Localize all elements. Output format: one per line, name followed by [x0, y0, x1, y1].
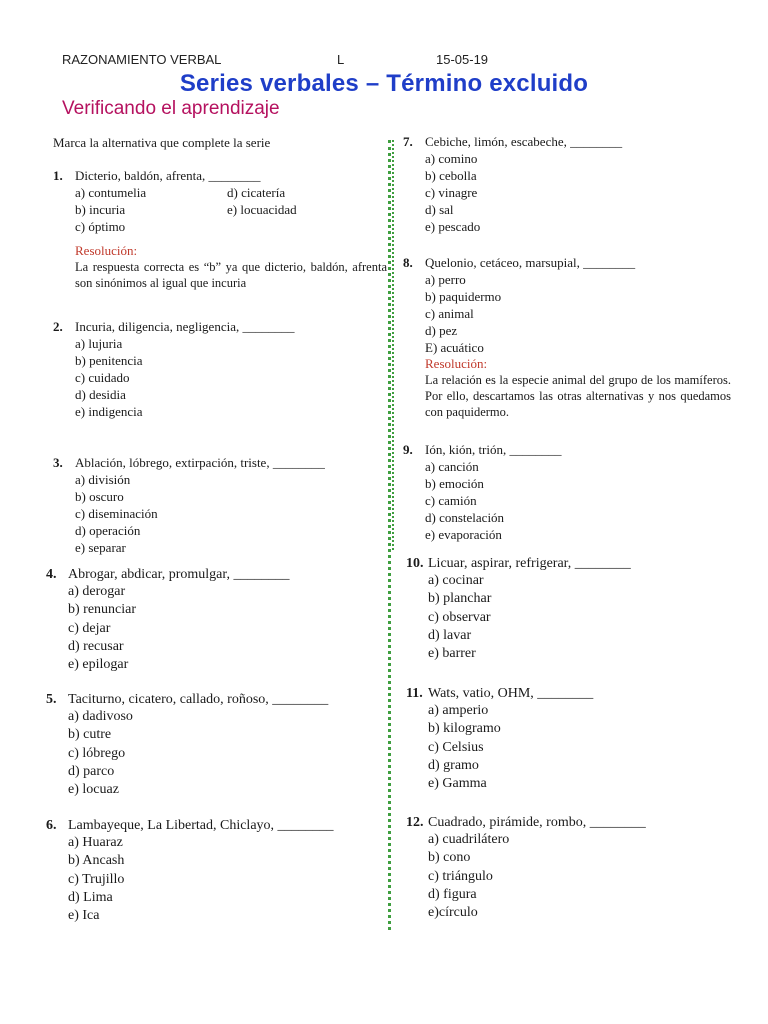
- question-text: Abrogar, abdicar, promulgar, ________: [68, 567, 290, 582]
- option: d) pez: [425, 323, 458, 338]
- option: b) planchar: [428, 591, 492, 607]
- option: c) animal: [425, 306, 474, 321]
- option: b) emoción: [425, 476, 484, 491]
- question-number: 9.: [403, 442, 413, 457]
- section-letter: L: [337, 52, 345, 67]
- option: a) perro: [425, 272, 466, 287]
- header-date: 15-05-19: [436, 52, 489, 67]
- option: b) penitencia: [75, 353, 143, 368]
- question-number: 7.: [403, 134, 413, 149]
- option: a) dadivoso: [68, 709, 133, 724]
- option: e) pescado: [425, 219, 481, 234]
- option: c) lóbrego: [68, 745, 126, 761]
- page-title: Series verbales – Término excluido: [179, 70, 589, 97]
- option: c) vinagre: [425, 185, 478, 200]
- resolution-title: Resolución:: [75, 243, 138, 258]
- option: c) diseminación: [75, 506, 158, 521]
- question-7: [403, 134, 622, 235]
- question-1: [53, 168, 387, 291]
- option: e) locuaz: [68, 782, 119, 798]
- option: e) barrer: [428, 646, 476, 662]
- question-text: Lambayeque, La Libertad, Chiclayo, ________: [68, 818, 334, 833]
- question-4: [46, 567, 289, 674]
- question-text: Licuar, aspirar, refrigerar, ________: [428, 556, 631, 571]
- question-text: Wats, vatio, OHM, ________: [428, 686, 594, 701]
- option: a) contumelia: [75, 185, 147, 200]
- question-text: Cuadrado, pirámide, rombo, ________: [428, 815, 646, 830]
- option: e) indigencia: [75, 404, 143, 419]
- option: e) Gamma: [428, 776, 487, 792]
- resolution-text: La relación es la especie animal del grupo de los mamíferos. Por ello, descartamos las otras alternativas y nos quedamos con paquidermo.: [425, 373, 731, 419]
- option: d) cicatería: [227, 185, 286, 200]
- option: d) constelación: [425, 510, 505, 525]
- option: c) dejar: [68, 620, 111, 636]
- column-divider-inner: [392, 140, 394, 550]
- question-text: Quelonio, cetáceo, marsupial, ________: [425, 255, 636, 270]
- column-divider: [388, 140, 391, 930]
- option: c) óptimo: [75, 219, 126, 234]
- question-12: [406, 815, 646, 922]
- option: b) cono: [428, 850, 471, 866]
- question-number: 10.: [406, 556, 424, 571]
- option: c) observar: [428, 609, 491, 625]
- question-number: 1.: [53, 168, 63, 183]
- option: c) camión: [425, 493, 477, 508]
- question-9: [403, 442, 562, 543]
- option: a) cuadrilátero: [428, 832, 510, 847]
- option: a) cocinar: [428, 573, 484, 588]
- option: e) locuacidad: [227, 202, 297, 217]
- option: a) derogar: [68, 584, 126, 599]
- question-2: [53, 319, 294, 420]
- option: d) operación: [75, 523, 141, 538]
- option: a) canción: [425, 459, 479, 474]
- option: d) sal: [425, 202, 454, 217]
- option: b) Ancash: [68, 853, 125, 869]
- option: E) acuático: [425, 340, 484, 355]
- question-number: 3.: [53, 455, 63, 470]
- question-text: Cebiche, limón, escabeche, ________: [425, 134, 623, 149]
- question-5: [46, 692, 328, 799]
- question-number: 6.: [46, 818, 57, 833]
- option: e) evaporación: [425, 527, 502, 542]
- option: e) separar: [75, 540, 126, 555]
- question-10: [406, 556, 631, 663]
- option: b) paquidermo: [425, 289, 502, 304]
- option: b) incuria: [75, 202, 126, 217]
- option: d) recusar: [68, 638, 124, 654]
- question-number: 4.: [46, 567, 57, 582]
- question-3: [53, 455, 325, 556]
- question-11: [406, 686, 593, 793]
- resolution-title: Resolución:: [425, 356, 488, 371]
- option: a) lujuria: [75, 336, 123, 351]
- question-text: Dicterio, baldón, afrenta, ________: [75, 168, 261, 183]
- option: c) Trujillo: [68, 871, 125, 887]
- option: d) parco: [68, 763, 115, 779]
- question-text: Ablación, lóbrego, extirpación, triste, ________: [75, 455, 325, 470]
- option: b) renunciar: [68, 602, 137, 618]
- question-number: 11.: [406, 686, 423, 701]
- question-number: 12.: [406, 815, 424, 830]
- question-text: Taciturno, cicatero, callado, roñoso, ________: [68, 692, 329, 707]
- option: d) Lima: [68, 889, 113, 905]
- option: b) cebolla: [425, 168, 477, 183]
- question-number: 8.: [403, 255, 413, 270]
- option: c) triángulo: [428, 868, 493, 884]
- question-8: [403, 255, 731, 420]
- option: e) epilogar: [68, 657, 129, 673]
- instruction: Marca la alternativa que complete la serie: [53, 135, 271, 150]
- option: d) figura: [428, 886, 477, 902]
- page-subtitle: Verificando el aprendizaje: [62, 98, 280, 119]
- option: b) kilogramo: [428, 721, 501, 737]
- option: d) lavar: [428, 627, 472, 643]
- question-text: Incuria, diligencia, negligencia, ________: [75, 319, 295, 334]
- resolution-text: La respuesta correcta es “b” ya que dicterio, baldón, afrenta son sinónimos al igual que incuria: [75, 260, 387, 290]
- question-number: 5.: [46, 692, 57, 707]
- question-number: 2.: [53, 319, 63, 334]
- option: e)círculo: [428, 905, 478, 921]
- option: b) oscuro: [75, 489, 124, 504]
- option: c) Celsius: [428, 739, 484, 755]
- option: a) amperio: [428, 703, 489, 718]
- option: a) Huaraz: [68, 835, 123, 850]
- option: d) desidia: [75, 387, 126, 402]
- course-name: RAZONAMIENTO VERBAL: [62, 52, 222, 67]
- option: b) cutre: [68, 727, 112, 743]
- question-6: [46, 818, 334, 925]
- option: e) Ica: [68, 908, 100, 924]
- option: a) comino: [425, 151, 478, 166]
- option: d) gramo: [428, 757, 479, 773]
- option: c) cuidado: [75, 370, 130, 385]
- option: a) división: [75, 472, 131, 487]
- question-text: Ión, kión, trión, ________: [425, 442, 562, 457]
